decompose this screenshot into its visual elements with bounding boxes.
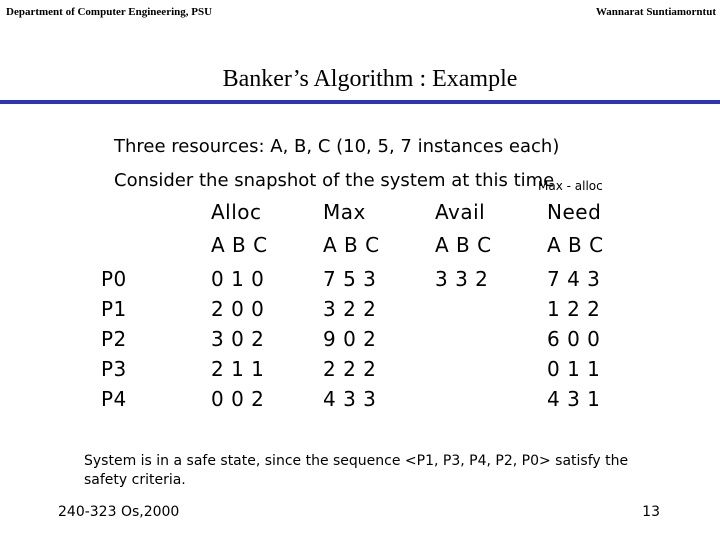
process-label: P2 (101, 327, 127, 351)
process-label: P1 (101, 297, 127, 321)
max-cell: 7 5 3 (323, 267, 377, 291)
header-need: Need (547, 200, 602, 224)
slide-title: Banker’s Algorithm : Example (222, 66, 518, 92)
alloc-cell: 2 1 1 (211, 357, 265, 381)
page-number: 13 (642, 504, 660, 520)
alloc-cell: 3 0 2 (211, 327, 265, 351)
subheader-need: A B C (547, 233, 604, 257)
intro-resources: Three resources: A, B, C (10, 5, 7 instances each) (114, 136, 560, 157)
process-label: P4 (101, 387, 127, 411)
subheader-max: A B C (323, 233, 380, 257)
intro-snapshot: Consider the snapshot of the system at this time (114, 170, 555, 191)
need-cell: 1 2 2 (547, 297, 601, 321)
alloc-cell: 0 0 2 (211, 387, 265, 411)
footer-course: 240-323 Os,2000 (58, 504, 180, 520)
process-label: P3 (101, 357, 127, 381)
header-alloc: Alloc (211, 200, 262, 224)
process-label: P0 (101, 267, 127, 291)
conclusion-line-1: System is in a safe state, since the sequence <P1, P3, P4, P2, P0> satisfy the (84, 453, 629, 469)
header-max: Max (323, 200, 366, 224)
max-cell: 3 2 2 (323, 297, 377, 321)
need-cell: 6 0 0 (547, 327, 601, 351)
header-department: Department of Computer Engineering, PSU (6, 6, 213, 18)
header-avail: Avail (435, 200, 486, 224)
need-cell: 7 4 3 (547, 267, 601, 291)
max-cell: 9 0 2 (323, 327, 377, 351)
conclusion-line-2: safety criteria. (84, 472, 186, 488)
header-author: Wannarat Suntiamorntut (595, 6, 716, 18)
max-cell: 2 2 2 (323, 357, 377, 381)
max-cell: 4 3 3 (323, 387, 377, 411)
title-divider (0, 100, 720, 104)
conclusion-text (84, 452, 628, 490)
subheader-alloc: A B C (211, 233, 268, 257)
subheader-avail: A B C (435, 233, 492, 257)
alloc-cell: 0 1 0 (211, 267, 265, 291)
avail-cell: 3 3 2 (435, 267, 489, 291)
alloc-cell: 2 0 0 (211, 297, 265, 321)
need-note: Max - alloc (538, 179, 603, 193)
need-cell: 4 3 1 (547, 387, 601, 411)
need-cell: 0 1 1 (547, 357, 601, 381)
